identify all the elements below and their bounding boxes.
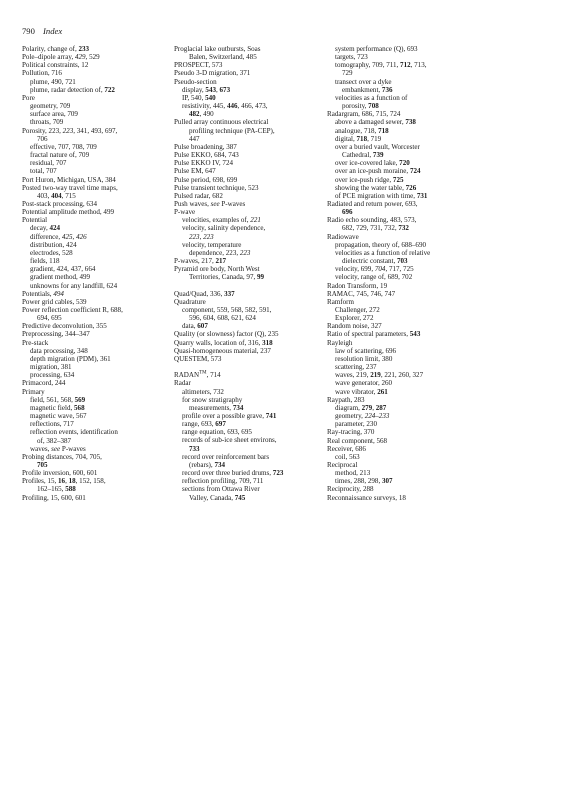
index-subentry: reflection profiling, 709, 711 xyxy=(182,477,264,486)
index-subentry: difference, 425, 426 xyxy=(30,232,87,241)
index-entry: Potentials, 494 xyxy=(22,289,64,298)
index-column-1 xyxy=(22,45,162,502)
index-subentry: total, 707 xyxy=(30,167,57,176)
index-continuation: dependence, 223, 223 xyxy=(189,248,251,257)
index-entry: Reconnaissance surveys, 18 xyxy=(327,493,406,502)
index-entry: Porosity, 223, 223, 341, 493, 697, xyxy=(22,126,118,135)
index-subentry: throats, 709 xyxy=(30,118,64,127)
index-subentry: of PCE migration with time, 731 xyxy=(335,191,428,200)
index-subentry: profile over a possible grave, 741 xyxy=(182,412,277,420)
index-subentry: tomography, 709, 711, 712, 713, xyxy=(335,61,427,70)
index-subentry: sections from Ottawa River xyxy=(182,485,260,494)
index-continuation: Balen, Switzerland, 485 xyxy=(189,53,257,62)
index-subentry: transect over a dyke xyxy=(335,77,392,86)
index-subentry: resistivity, 445, 446, 466, 473, xyxy=(182,102,268,111)
index-subentry: resolution limit, 380 xyxy=(335,354,393,363)
index-subentry: scattering, 237 xyxy=(335,363,377,372)
index-column-3 xyxy=(327,45,477,502)
index-subentry: effective, 707, 708, 709 xyxy=(30,142,97,151)
index-entry: Profiling, 15, 600, 601 xyxy=(22,493,86,502)
index-entry: Pollution, 716 xyxy=(22,69,62,78)
index-entry: Radiated and return power, 693, xyxy=(327,199,418,208)
index-subentry: parameter, 230 xyxy=(335,420,377,429)
index-subentry: reflection events, identification xyxy=(30,428,118,437)
section-gap xyxy=(174,363,320,371)
index-entry: Pulsed radar, 682 xyxy=(174,191,223,200)
index-subentry: reflections, 717 xyxy=(30,420,74,429)
index-continuation: embankment, 736 xyxy=(342,85,393,94)
index-subentry: propagation, theory of, 688–690 xyxy=(335,240,427,249)
index-entry: Pulse EM, 647 xyxy=(174,167,216,176)
index-entry: Pre-stack xyxy=(22,338,49,347)
index-subentry: Challenger, 272 xyxy=(335,306,380,314)
index-subentry: over ice-push ridge, 725 xyxy=(335,175,404,184)
index-continuation: measurements, 734 xyxy=(189,403,244,412)
index-subentry: geometry, 224–233 xyxy=(335,412,390,421)
index-entry: PROSPECT, 573 xyxy=(174,61,223,70)
index-entry: Pulse period, 698, 699 xyxy=(174,175,238,184)
index-subentry: targets, 723 xyxy=(335,53,368,62)
index-subentry: diagram, 279, 287 xyxy=(335,403,387,412)
index-entry: Pulse EKKO, 684, 743 xyxy=(174,151,239,160)
index-entry: Predictive deconvolution, 355 xyxy=(22,322,107,331)
index-subentry: fractal nature of, 709 xyxy=(30,151,90,160)
index-continuation: 403, 404, 715 xyxy=(37,191,76,200)
index-entry: Reciprocal xyxy=(327,460,358,469)
index-entry: Quadrature xyxy=(174,297,206,306)
index-subentry: over ice-covered lake, 720 xyxy=(335,159,410,168)
index-subentry: fields, 118 xyxy=(30,257,60,266)
index-entry: Probing distances, 704, 705, xyxy=(22,452,102,461)
index-subentry: waves, see P-waves xyxy=(30,444,86,453)
index-entry: Rayleigh xyxy=(327,338,353,347)
index-entry: Pulse EKKO IV, 724 xyxy=(174,159,233,168)
index-entry: Pseudo-section xyxy=(174,77,217,86)
index-subentry: magnetic field, 568 xyxy=(30,403,85,412)
index-subentry: for snow stratigraphy xyxy=(182,395,243,404)
index-subentry: plume, 490, 721 xyxy=(30,77,76,86)
page-number: 790 xyxy=(22,26,35,36)
index-entry: Push waves, see P-waves xyxy=(174,199,246,208)
index-continuation: 162–165, 588 xyxy=(37,485,76,494)
index-subentry: digital, 718, 719 xyxy=(335,134,382,143)
index-continuation: 696 xyxy=(342,208,353,217)
index-subentry: analogue, 718, 718 xyxy=(335,126,389,135)
index-subentry: IP, 540, 540 xyxy=(182,93,216,102)
index-subentry: record over reinforcement bars xyxy=(182,452,270,461)
index-subentry: plume, radar detection of, 722 xyxy=(30,85,115,94)
index-entry: Ray-tracing, 370 xyxy=(327,428,375,437)
index-subentry: field, 561, 568, 569 xyxy=(30,395,86,404)
index-entry: Random noise, 327 xyxy=(327,322,382,331)
index-entry: Post-stack processing, 634 xyxy=(22,199,97,208)
index-entry: RAMAC, 745, 746, 747 xyxy=(327,289,396,298)
index-subentry: velocities as a function of relative xyxy=(335,248,431,257)
index-subentry: data, 607 xyxy=(182,322,208,331)
index-entry: Potential amplitude method, 499 xyxy=(22,208,114,217)
index-subentry: gradient, 424, 437, 664 xyxy=(30,265,96,274)
index-subentry: waves, 219, 219, 221, 260, 327 xyxy=(335,371,424,380)
index-subentry: records of sub-ice sheet environs, xyxy=(182,436,277,445)
index-continuation: 729 xyxy=(342,69,353,78)
index-entry: Potential xyxy=(22,216,48,225)
index-continuation: 706 xyxy=(37,134,48,143)
index-continuation: profiling technique (PA-CEP), xyxy=(189,126,275,135)
index-subentry: times, 288, 298, 307 xyxy=(335,477,393,486)
index-entry: Reciprocity, 288 xyxy=(327,485,374,494)
index-entry: Preprocessing, 344–347 xyxy=(22,330,90,339)
index-entry: Quality (or slowness) factor (Q), 235 xyxy=(174,330,279,339)
index-subentry: range, 693, 697 xyxy=(182,420,226,429)
index-entry: Primacord, 244 xyxy=(22,379,66,388)
index-subentry: migration, 381 xyxy=(30,363,72,372)
index-entry: Profile inversion, 600, 601 xyxy=(22,469,98,478)
index-entry: P-wave xyxy=(174,208,196,217)
index-subentry: Explorer, 272 xyxy=(335,314,374,323)
index-continuation: (rebars), 734 xyxy=(189,460,226,469)
index-entry: Quasi-homogeneous material, 237 xyxy=(174,346,271,355)
index-subentry: method, 213 xyxy=(335,469,371,478)
index-subentry: decay, 424 xyxy=(30,224,61,233)
index-subentry: geometry, 709 xyxy=(30,102,71,111)
index-subentry: component, 559, 568, 582, 591, xyxy=(182,305,272,314)
index-entry: Pore xyxy=(22,93,35,102)
index-subentry: record over three buried drums, 723 xyxy=(182,469,284,478)
index-entry: P-waves, 217, 217 xyxy=(174,257,227,266)
index-entry: Quarry walls, location of, 316, 318 xyxy=(174,338,273,347)
index-entry: Radon Transform, 19 xyxy=(327,281,388,290)
index-entry: QUESTEM, 573 xyxy=(174,354,222,363)
running-title: Index xyxy=(43,26,63,36)
index-subentry: gradient method, 499 xyxy=(30,273,91,282)
index-continuation: 694, 695 xyxy=(37,314,62,323)
index-subentry: coil, 563 xyxy=(335,452,360,461)
index-subentry: residual, 707 xyxy=(30,159,67,168)
index-column-2 xyxy=(174,45,320,502)
index-entry: Pyramid ore body, North West xyxy=(174,265,260,274)
index-entry: Ramform xyxy=(327,297,355,306)
index-entry: Proglacial lake outbursts, Soas xyxy=(174,45,261,53)
index-subentry: velocity, temperature xyxy=(182,240,242,249)
index-entry: Pseudo 3-D migration, 371 xyxy=(174,69,251,78)
index-subentry: magnetic wave, 567 xyxy=(30,412,87,421)
index-subentry: over an ice-push moraine, 724 xyxy=(335,167,421,176)
index-continuation: Territories, Canada, 97, 99 xyxy=(189,273,265,282)
index-entry: Radar xyxy=(174,379,191,388)
index-entry: Ratio of spectral parameters, 543 xyxy=(327,330,421,339)
index-entry: Receiver, 686 xyxy=(327,444,366,453)
index-subentry: velocities, examples of, 221 xyxy=(182,216,261,225)
index-subentry: depth migration (PDM), 361 xyxy=(30,354,111,363)
index-subentry: velocity, 699, 704, 717, 725 xyxy=(335,265,414,274)
index-entry: Power reflection coefficient R, 688, xyxy=(22,306,123,314)
index-entry: Pole–dipole array, 429, 529 xyxy=(22,53,100,62)
index-entry: Posted two-way travel time maps, xyxy=(22,183,118,192)
index-entry: Radargram, 686, 715, 724 xyxy=(327,110,401,119)
index-subentry: wave generator, 260 xyxy=(335,379,393,388)
index-continuation: 223, 223 xyxy=(189,232,214,241)
index-continuation: 447 xyxy=(189,134,200,143)
index-subentry: velocity, salinity dependence, xyxy=(182,224,266,233)
index-subentry: altimeters, 732 xyxy=(182,387,224,396)
index-entry: Raypath, 283 xyxy=(327,395,365,404)
index-entry: Real component, 568 xyxy=(327,436,388,445)
index-subentry: wave vibrator, 261 xyxy=(335,387,388,396)
index-subentry: electrodes, 528 xyxy=(30,248,73,257)
index-continuation: dielectric constant, 703 xyxy=(342,257,408,266)
index-continuation: of, 382–387 xyxy=(37,436,72,445)
index-entry: Profiles, 15, 16, 18, 152, 158, xyxy=(22,477,106,486)
index-continuation: 596, 604, 608, 621, 624 xyxy=(189,314,256,323)
index-continuation: porosity, 708 xyxy=(342,102,379,111)
index-subentry: range equation, 693, 695 xyxy=(182,428,252,437)
index-subentry: distribution, 424 xyxy=(30,240,77,249)
index-entry: Pulse transient technique, 523 xyxy=(174,183,259,192)
section-gap xyxy=(174,282,320,290)
index-entry: Port Huron, Michigan, USA, 384 xyxy=(22,175,116,184)
index-subentry: display, 543, 673 xyxy=(182,85,231,94)
index-subentry: data processing, 348 xyxy=(30,346,88,355)
index-subentry: unknowns for any landfill, 624 xyxy=(30,281,118,290)
page-header xyxy=(22,26,62,36)
index-entry: Pulse broadening, 387 xyxy=(174,142,237,151)
index-continuation: 733 xyxy=(189,444,200,453)
index-subentry: above a damaged sewer, 738 xyxy=(335,118,416,127)
index-continuation: Valley, Canada, 745 xyxy=(189,493,246,502)
index-subentry: over a buried vault, Worcester xyxy=(335,142,420,151)
index-continuation: 705 xyxy=(37,460,48,469)
index-entry: Power grid cables, 539 xyxy=(22,297,87,306)
index-subentry: law of scattering, 696 xyxy=(335,346,397,355)
index-subentry: surface area, 709 xyxy=(30,110,78,119)
index-subentry: velocity, range of, 689, 702 xyxy=(335,273,413,282)
index-continuation: 682, 729, 731, 732, 732 xyxy=(342,224,409,233)
index-entry: Primary xyxy=(22,387,45,396)
index-subentry: system performance (Q), 693 xyxy=(335,45,418,53)
index-subentry: showing the water table, 726 xyxy=(335,183,417,192)
index-entry: RADAN™, 714 xyxy=(174,370,221,380)
index-entry: Radiowave xyxy=(327,232,359,241)
index-entry: Political constraints, 12 xyxy=(22,61,89,70)
index-entry: Radio echo sounding, 483, 573, xyxy=(327,216,417,225)
index-subentry: velocities as a function of xyxy=(335,93,408,102)
index-continuation: Cathedral, 739 xyxy=(342,151,384,160)
index-subentry: processing, 634 xyxy=(30,371,75,380)
index-entry: Polarity, change of, 233 xyxy=(22,45,90,53)
index-entry: Pulled array continuous electrical xyxy=(174,118,269,127)
index-entry: Quad/Quad, 336, 337 xyxy=(174,289,235,298)
index-continuation: 482, 490 xyxy=(189,110,214,119)
